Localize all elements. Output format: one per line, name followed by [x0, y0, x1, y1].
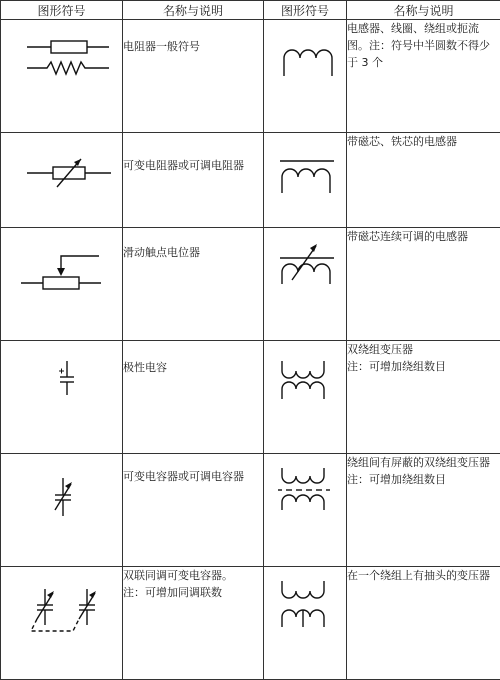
- header-row: [1, 1, 500, 20]
- variable-capacitor-name: 可变电容器或可调电容器: [123, 454, 264, 567]
- polarized-capacitor-name: 极性电容: [123, 341, 264, 454]
- cored-inductor-cell: [264, 133, 347, 228]
- ganged-variable-capacitor-name: 双联同调可变电容器。 注：可增加同调联数: [123, 567, 264, 680]
- shielded-transformer-cell: [264, 454, 347, 567]
- ganged-variable-capacitor-icon: [1, 567, 123, 679]
- resistor-icon: [1, 20, 123, 132]
- tapped-transformer-name: 在一个绕组上有抽头的变压器: [347, 567, 500, 680]
- resistor-cell: [1, 20, 123, 133]
- inductor-icon: [264, 20, 347, 132]
- header-name-right: 名称与说明: [347, 1, 500, 20]
- variable-capacitor-cell: [1, 454, 123, 567]
- potentiometer-icon: [1, 228, 123, 340]
- potentiometer-name: 滑动触点电位器: [123, 228, 264, 341]
- variable-resistor-cell: [1, 133, 123, 228]
- tapped-transformer-cell: [264, 567, 347, 680]
- table-row: [1, 454, 500, 567]
- adjustable-cored-inductor-icon: [264, 228, 347, 340]
- adjustable-cored-inductor-name: 带磁芯连续可调的电感器: [347, 228, 500, 341]
- transformer-name: 双绕组变压器 注：可增加绕组数目: [347, 341, 500, 454]
- header-name-left: 名称与说明: [123, 1, 264, 20]
- transformer-icon: [264, 341, 347, 453]
- inductor-cell: [264, 20, 347, 133]
- variable-capacitor-icon: [1, 454, 123, 566]
- resistor-name: 电阻器一般符号: [123, 20, 264, 133]
- shielded-transformer-name: 绕组间有屏蔽的双绕组变压器 注：可增加绕组数目: [347, 454, 500, 567]
- table-row: [1, 20, 500, 133]
- shielded-transformer-icon: [264, 454, 347, 566]
- table-row: [1, 228, 500, 341]
- tapped-transformer-icon: [264, 567, 347, 679]
- variable-resistor-name: 可变电阻器或可调电阻器: [123, 133, 264, 228]
- polarized-capacitor-cell: [1, 341, 123, 454]
- header-symbol-right: 图形符号: [264, 1, 347, 20]
- ganged-variable-capacitor-cell: [1, 567, 123, 680]
- header-symbol-left: 图形符号: [1, 1, 123, 20]
- table-row: [1, 567, 500, 680]
- inductor-name: 电感器、线圈、绕组或扼流图。注：符号中半圆数不得少于 3 个: [347, 20, 500, 133]
- cored-inductor-name: 带磁芯、铁芯的电感器: [347, 133, 500, 228]
- table-row: [1, 341, 500, 454]
- variable-resistor-icon: [1, 133, 123, 227]
- adjustable-cored-inductor-cell: [264, 228, 347, 341]
- polarized-capacitor-icon: [1, 341, 123, 453]
- potentiometer-cell: [1, 228, 123, 341]
- table-row: [1, 133, 500, 228]
- cored-inductor-icon: [264, 133, 347, 227]
- transformer-cell: [264, 341, 347, 454]
